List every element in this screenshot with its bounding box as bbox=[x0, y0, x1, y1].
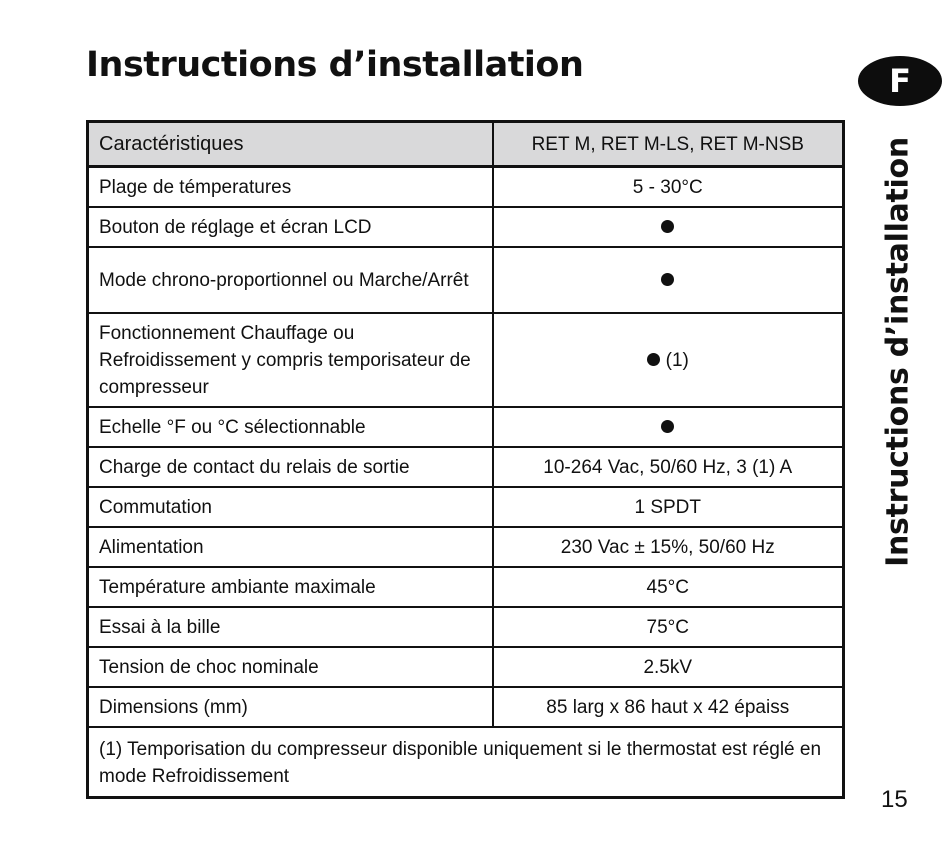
row-value-max-ambient-temp: 45°C bbox=[493, 567, 844, 607]
table-footnote: (1) Temporisation du compresseur disponible uniquement si le thermostat est réglé en mode Refroidissement bbox=[88, 727, 844, 798]
header-characteristics: Caractéristiques bbox=[88, 122, 493, 167]
row-label-dimensions: Dimensions (mm) bbox=[88, 687, 493, 727]
row-label-power-supply: Alimentation bbox=[88, 527, 493, 567]
header-models: RET M, RET M-LS, RET M-NSB bbox=[493, 122, 844, 167]
row-value-power-supply: 230 Vac ± 15%, 50/60 Hz bbox=[493, 527, 844, 567]
row-label-max-ambient-temp: Température ambiante maximale bbox=[88, 567, 493, 607]
table-row bbox=[88, 247, 844, 313]
row-label-knob-lcd: Bouton de réglage et écran LCD bbox=[88, 207, 493, 247]
row-label-ball-test: Essai à la bille bbox=[88, 607, 493, 647]
row-value-impulse-voltage: 2.5kV bbox=[493, 647, 844, 687]
table-row bbox=[88, 567, 844, 607]
feature-dot-icon bbox=[661, 420, 674, 433]
row-label-relay-load: Charge de contact du relais de sortie bbox=[88, 447, 493, 487]
row-label-temperature-range: Plage de témperatures bbox=[88, 167, 493, 208]
feature-dot-icon bbox=[661, 273, 674, 286]
table-row bbox=[88, 607, 844, 647]
table-row bbox=[88, 527, 844, 567]
row-value-relay-load: 10-264 Vac, 50/60 Hz, 3 (1) A bbox=[493, 447, 844, 487]
table-row bbox=[88, 167, 844, 208]
row-value-heating-cooling bbox=[493, 313, 844, 407]
table-row bbox=[88, 647, 844, 687]
row-label-heating-cooling: Fonctionnement Chauffage ou Refroidissement y compris temporisateur de compresseur bbox=[88, 313, 493, 407]
table-row bbox=[88, 687, 844, 727]
row-value-temperature-range: 5 - 30°C bbox=[493, 167, 844, 208]
row-value-dimensions: 85 larg x 86 haut x 42 épaiss bbox=[493, 687, 844, 727]
row-value-knob-lcd bbox=[493, 207, 844, 247]
row-label-chrono-mode: Mode chrono-proportionnel ou Marche/Arrêt bbox=[88, 247, 493, 313]
row-label-scale: Echelle °F ou °C sélectionnable bbox=[88, 407, 493, 447]
table-header-row bbox=[88, 122, 844, 167]
row-value-chrono-mode bbox=[493, 247, 844, 313]
feature-dot-icon bbox=[661, 220, 674, 233]
row-value-scale bbox=[493, 407, 844, 447]
row-label-switching: Commutation bbox=[88, 487, 493, 527]
table-row bbox=[88, 313, 844, 407]
row-value-ball-test: 75°C bbox=[493, 607, 844, 647]
feature-dot-icon bbox=[647, 353, 660, 366]
footnote-reference: (1) bbox=[665, 349, 689, 371]
page-number: 15 bbox=[881, 786, 908, 813]
row-value-switching: 1 SPDT bbox=[493, 487, 844, 527]
table-row bbox=[88, 407, 844, 447]
language-badge: F bbox=[858, 56, 942, 106]
table-footnote-row bbox=[88, 727, 844, 798]
specifications-table bbox=[86, 120, 845, 799]
table-row bbox=[88, 487, 844, 527]
side-title: Instructions d’installation bbox=[880, 137, 916, 567]
row-label-impulse-voltage: Tension de choc nominale bbox=[88, 647, 493, 687]
table-row bbox=[88, 207, 844, 247]
page-title: Instructions d’installation bbox=[86, 45, 584, 85]
table-row bbox=[88, 447, 844, 487]
